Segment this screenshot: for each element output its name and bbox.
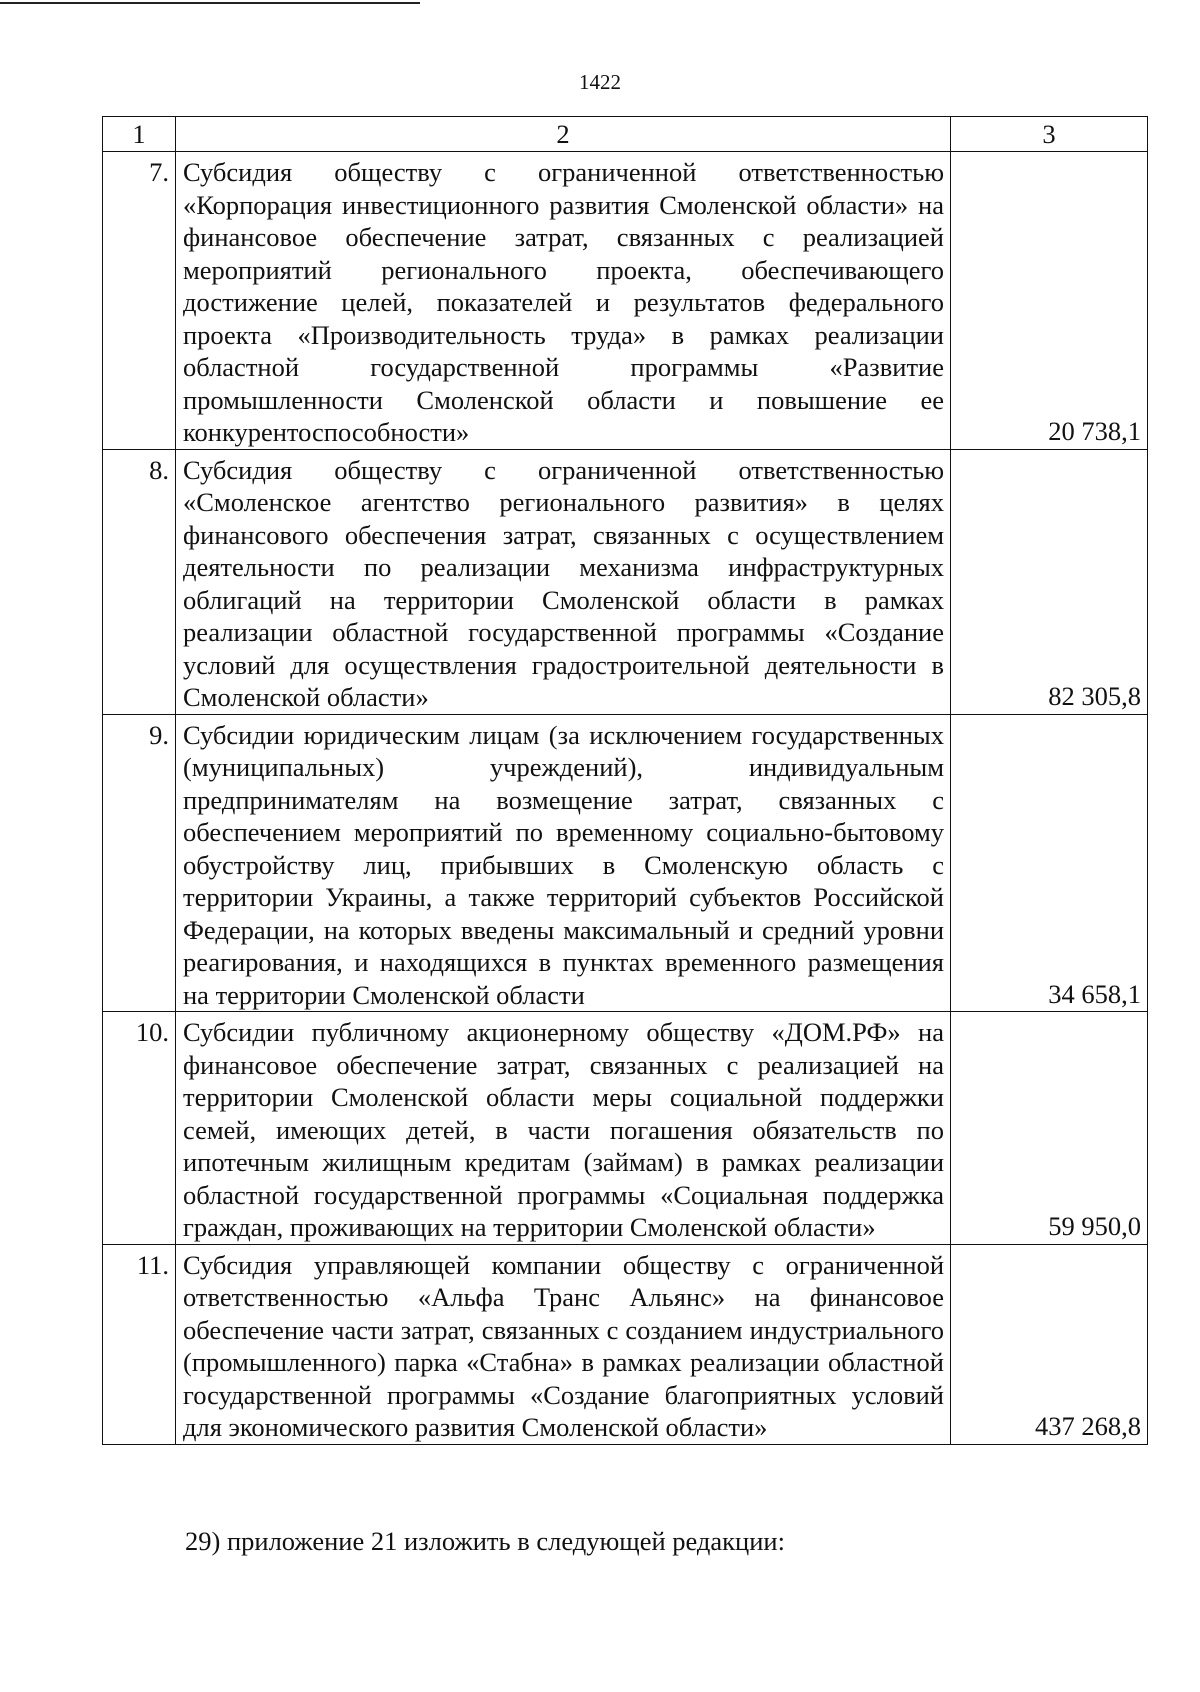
page-number: 1422 xyxy=(579,70,621,94)
table-row xyxy=(103,1244,1148,1444)
row-number: 11. xyxy=(103,1244,176,1444)
header-cell-2: 2 xyxy=(176,117,951,152)
table-row xyxy=(103,449,1148,714)
row-description: Субсидии публичному акционерному обществу «ДОМ.РФ» на финансовое обеспечение затрат, связанных с реализацией на территории Смоленской области меры социальной поддержки семей, имеющих детей, в части погашения обязательств по ипотечным жилищным кредитам (займам) в рамках реализации областной государственной программы «Социальная поддержка граждан, проживающих на территории Смоленской области» xyxy=(176,1012,951,1245)
table-row xyxy=(103,152,1148,450)
row-number: 8. xyxy=(103,449,176,714)
header-cell-1: 1 xyxy=(103,117,176,152)
amendment-note: 29) приложение 21 изложить в следующей редакции: xyxy=(185,1526,785,1556)
row-number: 10. xyxy=(103,1012,176,1245)
row-number: 7. xyxy=(103,152,176,450)
row-amount: 34 658,1 xyxy=(951,714,1148,1012)
row-description: Субсидия обществу с ограниченной ответственностью «Смоленское агентство регионального развития» в целях финансового обеспечения затрат, связанных с осуществлением деятельности по реализации механизма инфраструктурных облигаций на территории Смоленской области в рамках реализации областной государственной программы «Создание условий для осуществления градостроительной деятельности в Смоленской области» xyxy=(176,449,951,714)
row-description: Субсидия управляющей компании обществу с ограниченной ответственностью «Альфа Транс Альянс» на финансовое обеспечение части затрат, связанных с созданием индустриального (промышленного) парка «Стабна» в рамках реализации областной государственной программы «Создание благоприятных условий для экономического развития Смоленской области» xyxy=(176,1244,951,1444)
row-amount: 82 305,8 xyxy=(951,449,1148,714)
table-row xyxy=(103,714,1148,1012)
top-rule xyxy=(0,2,420,4)
row-amount: 20 738,1 xyxy=(951,152,1148,450)
row-description: Субсидии юридическим лицам (за исключением государственных (муниципальных) учреждений), индивидуальным предпринимателям на возмещение затрат, связанных с обеспечением мероприятий по временному социально-бытовому обустройству лиц, прибывших в Смоленскую область с территории Украины, а также территорий субъектов Российской Федерации, на которых введены максимальный и средний уровни реагирования, и находящихся в пунктах временного размещения на территории Смоленской области xyxy=(176,714,951,1012)
budget-table xyxy=(102,116,1148,1445)
row-description: Субсидия обществу с ограниченной ответственностью «Корпорация инвестиционного развития Смоленской области» на финансовое обеспечение затрат, связанных с реализацией мероприятий регионального проекта, обеспечивающего достижение целей, показателей и результатов федерального проекта «Производительность труда» в рамках реализации областной государственной программы «Развитие промышленности Смоленской области и повышение ее конкурентоспособности» xyxy=(176,152,951,450)
table-header-row xyxy=(103,117,1148,152)
row-amount: 59 950,0 xyxy=(951,1012,1148,1245)
row-amount: 437 268,8 xyxy=(951,1244,1148,1444)
row-number: 9. xyxy=(103,714,176,1012)
header-cell-3: 3 xyxy=(951,117,1148,152)
table-row xyxy=(103,1012,1148,1245)
